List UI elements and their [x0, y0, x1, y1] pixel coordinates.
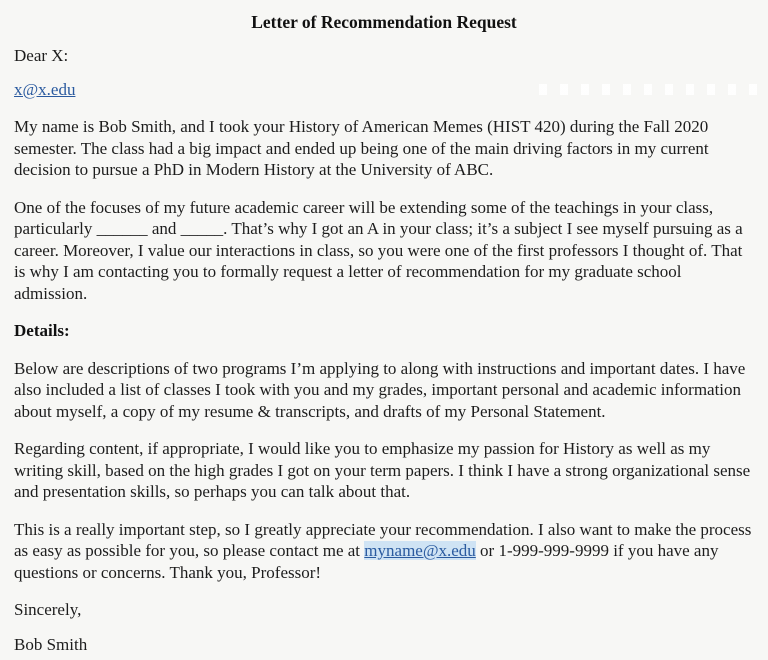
paragraph-details: Below are descriptions of two programs I’m applying to along with instructions and important dates. I have also included a list of classes I took with you and my grades, important personal and academic information about myself, a copy of my resume & transcripts, and drafts of my Personal Statement.	[14, 358, 746, 421]
paragraph-content-request: Regarding content, if appropriate, I would like you to emphasize my passion for History as well as my writing skill, based on the high grades I got on your term papers. I think I have a strong organizational sense and presentation skills, so perhaps you can talk about that.	[14, 439, 751, 501]
closing-text-after-link: or 1-999-999-9999 if you have any questions or concerns. Thank you, Professor!	[14, 541, 719, 582]
paragraph-career-focus: One of the focuses of my future academic career will be extending some of the teachings in your class, particularly ______ and _____. That’s why I got an A in your class; it’s a subject I see myself pursuing as a career. Moreover, I value our interactions in class, so you were one of the first professors I thought of. That is why I am contacting you to formally request a letter of recommendation for my graduate school admission.	[14, 197, 743, 303]
paragraph-closing	[14, 519, 754, 584]
details-heading: Details:	[14, 321, 70, 340]
contact-email-link[interactable]: myname@x.edu	[364, 541, 476, 560]
paragraph-introduction: My name is Bob Smith, and I took your History of American Memes (HIST 420) during the Fall 2020 semester. The class had a big impact and ended up being one of the main driving factors in my current decision to pursue a PhD in Modern History at the University of ABC.	[14, 117, 709, 179]
closing-text-before-link: This is a really important step, so I greatly appreciate your recommendation. I also want to make the process as easy as possible for you, so please contact me at	[14, 519, 752, 560]
signature-name: Bob Smith	[14, 634, 88, 654]
recipient-email-line	[14, 79, 754, 101]
letter-title: Letter of Recommendation Request	[251, 12, 517, 32]
signoff: Sincerely,	[14, 600, 82, 619]
greeting: Dear X:	[14, 46, 69, 65]
recipient-email-link[interactable]: x@x.edu	[14, 79, 76, 99]
